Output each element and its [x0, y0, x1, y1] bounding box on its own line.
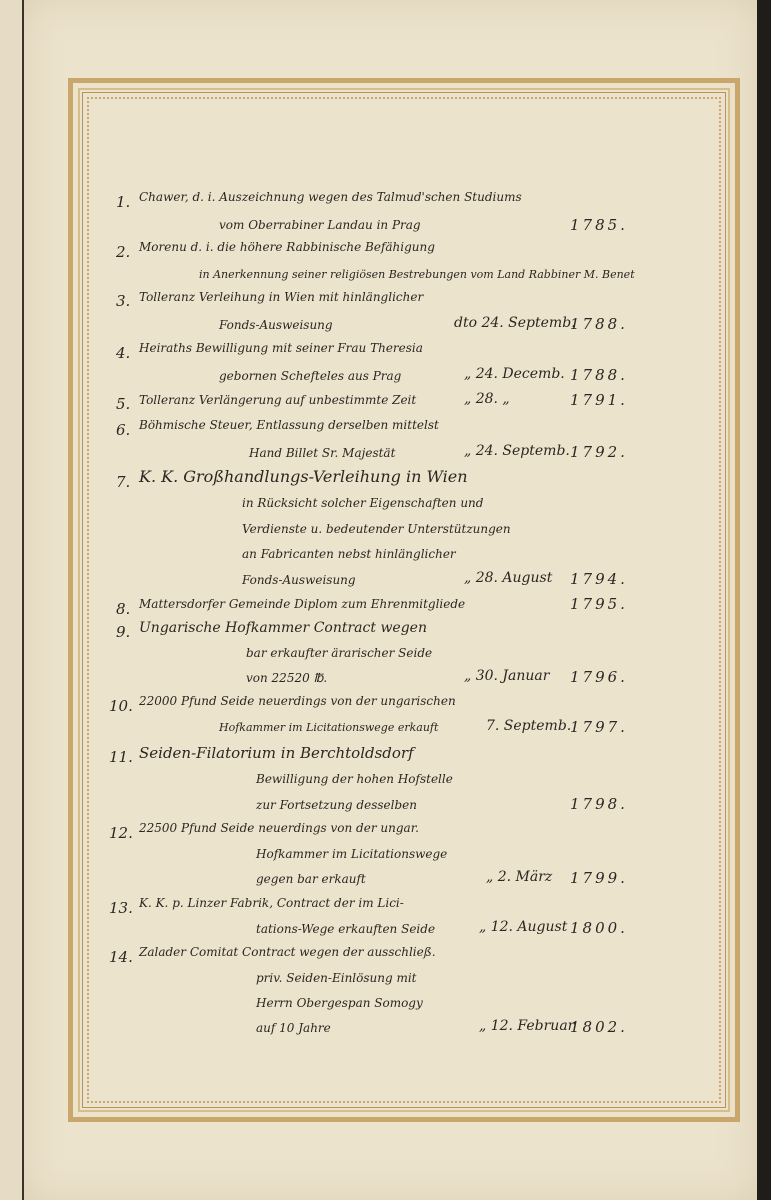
entry-line: Heiraths Bewilligung mit seiner Frau Theresia [139, 341, 423, 355]
entry-line: 22000 Pfund Seide neuerdings von der ungarischen [139, 694, 456, 708]
entry-date: dto 24. Septemb. [454, 315, 576, 331]
entry-line: an Fabricanten nebst hinlänglicher [242, 547, 456, 561]
entry-line: Tolleranz Verlängerung auf unbestimmte Zeit [139, 393, 417, 407]
entry-line: Zalader Comitat Contract wegen der ausschließ. [139, 945, 436, 959]
entry-number: 7. [116, 473, 131, 491]
entry-line: Fonds-Ausweisung [219, 318, 333, 332]
entry-year: 1799. [570, 869, 628, 887]
entry-number: 12. [109, 824, 133, 842]
entry-line: Tolleranz Verleihung in Wien mit hinlänglicher [139, 290, 424, 304]
entry-line: 22500 Pfund Seide neuerdings von der ungar. [139, 821, 419, 835]
binding-spine [0, 0, 24, 1200]
entry-year: 1788. [570, 366, 628, 384]
entry-number: 4. [116, 344, 131, 362]
entry-date: „ 2. März [486, 869, 553, 885]
entry-number: 8. [116, 600, 131, 618]
entry-line: Fonds-Ausweisung [242, 573, 356, 587]
entry-line: Böhmische Steuer, Entlassung derselben mittelst [139, 418, 439, 432]
entry-date: „ 24. Decemb. [464, 366, 565, 382]
entry-year: 1788. [570, 315, 628, 333]
entry-line: Bewilligung der hohen Hofstelle [256, 772, 453, 786]
entry-line: Hofkammer im Licitationswege [256, 847, 448, 861]
entry-year: 1797. [570, 718, 628, 736]
entry-number: 11. [109, 748, 133, 766]
entry-year: 1792. [570, 443, 628, 461]
entry-number: 1. [116, 193, 131, 211]
entry-list [24, 0, 757, 1200]
entry-date: „ 24. Septemb. [464, 443, 570, 459]
entry-line: Herrn Obergespan Somogy [256, 996, 423, 1010]
entry-line: zur Fortsetzung desselben [256, 798, 417, 812]
entry-line: gebornen Schefteles aus Prag [219, 369, 402, 383]
entry-line: in Rücksicht solcher Eigenschaften und [242, 496, 484, 510]
entry-line: Mattersdorfer Gemeinde Diplom zum Ehrenmitgliede [139, 597, 466, 611]
entry-line: Morenu d. i. die höhere Rabbinische Befähigung [139, 240, 435, 254]
entry-line: bar erkaufter ärarischer Seide [246, 646, 433, 660]
entry-year: 1800. [570, 919, 628, 937]
entry-line: Hand Billet Sr. Majestät [249, 446, 396, 460]
entry-line: von 22520 ℔. [246, 671, 328, 685]
entry-year: 1791. [570, 391, 628, 409]
document-page [24, 0, 757, 1200]
entry-year: 1798. [570, 795, 628, 813]
entry-line: Verdienste u. bedeutender Unterstützungen [242, 522, 511, 536]
entry-year: 1796. [570, 668, 628, 686]
entry-line: Chawer, d. i. Auszeichnung wegen des Talmud'schen Studiums [139, 190, 522, 204]
entry-line: tations-Wege erkauften Seide [256, 922, 436, 936]
entry-date: „ 28. August [464, 570, 553, 586]
entry-number: 14. [109, 948, 133, 966]
entry-line: Seiden-Filatorium in Berchtoldsdorf [139, 744, 414, 762]
entry-line: priv. Seiden-Einlösung mit [256, 971, 417, 985]
entry-date: „ 12. Februar [479, 1018, 575, 1034]
entry-number: 10. [109, 697, 133, 715]
entry-number: 2. [116, 243, 131, 261]
entry-line: vom Oberrabiner Landau in Prag [219, 218, 421, 232]
entry-year: 1795. [570, 595, 628, 613]
entry-number: 6. [116, 421, 131, 439]
entry-line: K. K. Großhandlungs-Verleihung in Wien [139, 467, 468, 486]
entry-year: 1785. [570, 216, 628, 234]
entry-line: in Anerkennung seiner religiösen Bestrebungen vom Land Rabbiner M. Benet [199, 268, 635, 281]
entry-number: 3. [116, 292, 131, 310]
entry-line: K. K. p. Linzer Fabrik, Contract der im Lici- [139, 896, 404, 910]
entry-line: gegen bar erkauft [256, 872, 366, 886]
entry-number: 5. [116, 395, 131, 413]
entry-number: 9. [116, 623, 131, 641]
entry-date: „ 12. August [479, 919, 568, 935]
entry-year: 1794. [570, 570, 628, 588]
entry-year: 1802. [570, 1018, 628, 1036]
entry-date: „ 28. „ [464, 391, 510, 407]
entry-line: Ungarische Hofkammer Contract wegen [139, 620, 427, 636]
entry-date: „ 30. Januar [464, 668, 550, 684]
entry-line: auf 10 Jahre [256, 1021, 331, 1035]
entry-date: 7. Septemb. [486, 718, 572, 734]
entry-number: 13. [109, 899, 133, 917]
entry-line: Hofkammer im Licitationswege erkauft [219, 721, 439, 734]
